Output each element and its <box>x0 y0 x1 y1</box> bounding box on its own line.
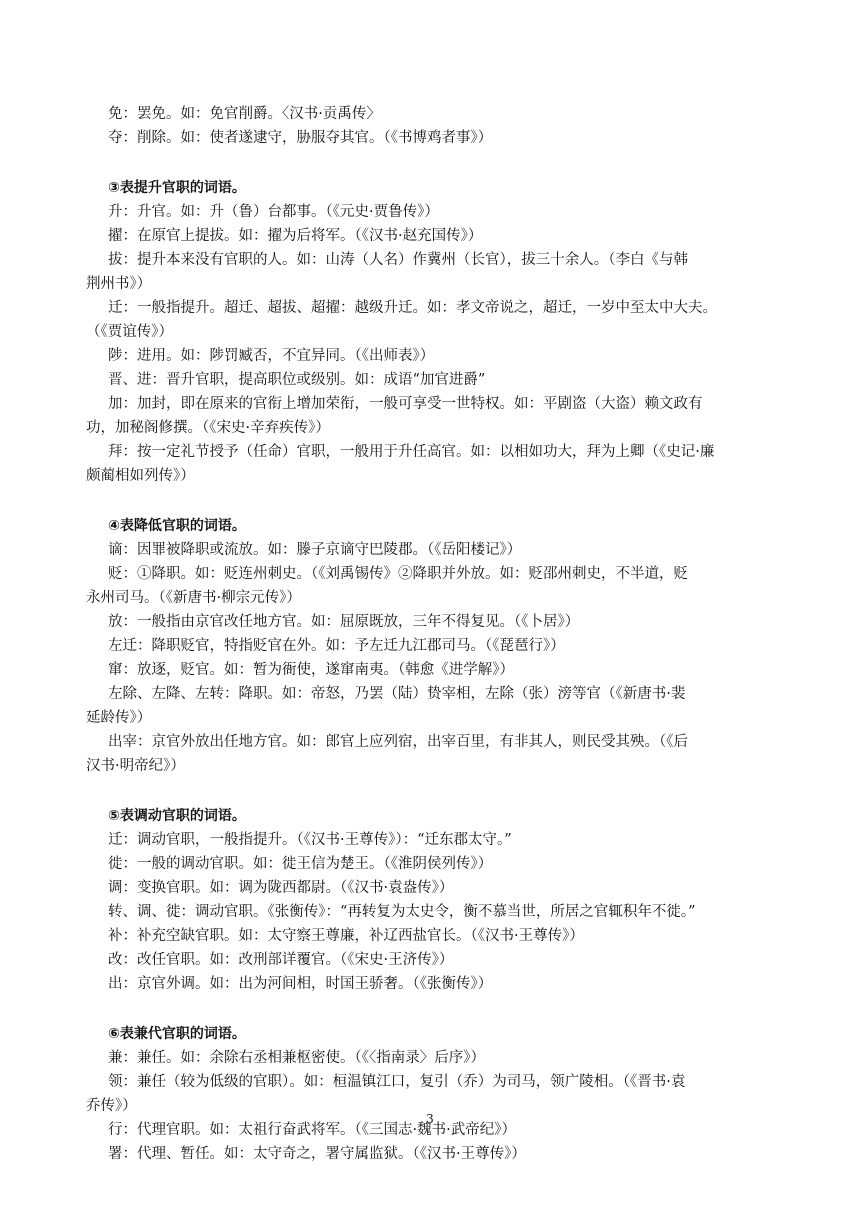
section-heading-concurrent: ⑥表兼代官职的词语。 <box>108 1026 246 1042</box>
entry-shu: 署：代理、暂任。如：太守奇之，署守属监狱。（《汉书·王尊传》） <box>108 1146 526 1162</box>
document-body <box>86 102 786 1166</box>
entry-ba: 拔：提升本来没有官职的人。如：山涛（人名）作冀州（长官），拔三十余人。（李白《与韩 <box>108 252 688 268</box>
entry-bai: 拜：按一定礼节授予（任命）官职，一般用于升任高官。如：以相如功大，拜为上卿（《史记·廉 <box>108 444 715 460</box>
section-heading-transfer: ⑤表调动官职的词语。 <box>108 808 246 824</box>
entry-qian-transfer: 迁：调动官职，一般指提升。（《汉书·王尊传》）：“迁东郡太守。” <box>108 832 512 848</box>
entry-jia: 加：加封，即在原来的官衔上增加荣衔，一般可享受一世特权。如：平剧盗（大盗）赖文政有 <box>108 396 703 412</box>
entry-zhuo: 擢：在原官上提拔。如：擢为后将军。（《汉书·赵充国传》） <box>108 228 483 244</box>
entry-mian: 免：罢免。如：免官削爵。〈汉书·贡禹传〉 <box>108 106 381 122</box>
entry-bu: 补：补充空缺官职。如：太守察王尊廉，补辽西盐官长。（《汉书·王尊传》） <box>108 928 584 944</box>
entry-zuoqian: 左迁：降职贬官，特指贬官在外。如：予左迁九江郡司马。（《琵琶行》） <box>108 638 565 654</box>
entry-jian: 兼：兼任。如：余除右丞相兼枢密使。（《〈指南录〉后序》） <box>108 1050 485 1066</box>
entry-cuan: 窜：放逐，贬官。如：暂为衙使，遂窜南夷。（韩愈《进学解》） <box>108 662 514 678</box>
entry-zhuan: 转、调、徙：调动官职。《张衡传》：“再转复为太史令，衡不慕当世，所居之官辄积年不徙。” <box>108 904 696 920</box>
entry-ling: 领：兼任（较为低级的官职）。如：桓温镇江口，复引（乔）为司马，领广陵相。（《晋书·袁 <box>108 1074 686 1090</box>
entry-diao: 调：变换官职。如：调为陇西都尉。（《汉书·袁盎传》） <box>108 880 454 896</box>
entry-bian: 贬：①降职。如：贬连州刺史。（《刘禹锡传》②降职并外放。如：贬邵州刺史，不半道，贬 <box>108 566 688 582</box>
entry-gai: 改：改任官职。如：改刑部详覆官。（《宋史·王济传》） <box>108 952 454 968</box>
entry-bai-cont: 颇蔺相如列传》） <box>86 468 195 484</box>
entry-zuochu: 左除、左降、左转：降职。如：帝怒，乃罢（陆）贽宰相，左除（张）滂等官（《新唐书·裴 <box>108 686 686 702</box>
entry-ba-cont: 荆州书》） <box>86 276 152 292</box>
entry-bian-cont: 永州司马。（《新唐书·柳宗元传》） <box>86 590 301 606</box>
section-heading-demotion: ④表降低官职的词语。 <box>108 518 246 534</box>
entry-jin: 晋、进：晋升官职，提高职位或级别。如：成语“加官进爵” <box>108 372 486 388</box>
entry-sheng: 升：升官。如：升（鲁）台都事。（《元史·贾鲁传》） <box>108 204 439 220</box>
entry-xi: 徙：一般的调动官职。如：徙王信为楚王。（《淮阴侯列传》） <box>108 856 493 872</box>
entry-qian: 迁：一般指提升。超迁、超拔、超擢：越级升迁。如：孝文帝说之，超迁，一岁中至太中大夫。 <box>108 300 717 316</box>
entry-fang: 放：一般指由京官改任地方官。如：屈原既放，三年不得复见。（《卜居》） <box>108 614 580 630</box>
entry-zhi: 陟：进用。如：陟罚臧否，不宜异同。（《出师表》） <box>108 348 435 364</box>
entry-zuochu-cont: 延龄传》） <box>86 710 152 726</box>
entry-chuzai: 出宰：京官外放出任地方官。如：郎官上应列宿，出宰百里，有非其人，则民受其殃。（《后 <box>108 734 688 750</box>
entry-ling-cont: 乔传》） <box>86 1098 137 1114</box>
entry-chuzai-cont: 汉书·明帝纪》） <box>86 758 185 774</box>
entry-qian-cont: （《贾谊传》） <box>86 324 173 340</box>
page-number: 3 <box>426 1112 434 1126</box>
entry-duo: 夺：削除。如：使者遂逮守，胁服夺其官。（《书博鸡者事》） <box>108 130 493 146</box>
entry-xing: 行：代理官职。如：太祖行奋武将军。（《三国志·魏书·武帝纪》） <box>108 1122 516 1138</box>
entry-jia-cont: 功，加秘阁修撰。（《宋史·辛弃疾传》） <box>86 420 330 436</box>
entry-chu: 出：京官外调。如：出为河间相，时国王骄奢。（《张衡传》） <box>108 976 493 992</box>
section-heading-promotion: ③表提升官职的词语。 <box>108 180 246 196</box>
entry-zhe: 谪：因罪被降职或流放。如：滕子京谪守巴陵郡。（《岳阳楼记》） <box>108 542 522 558</box>
